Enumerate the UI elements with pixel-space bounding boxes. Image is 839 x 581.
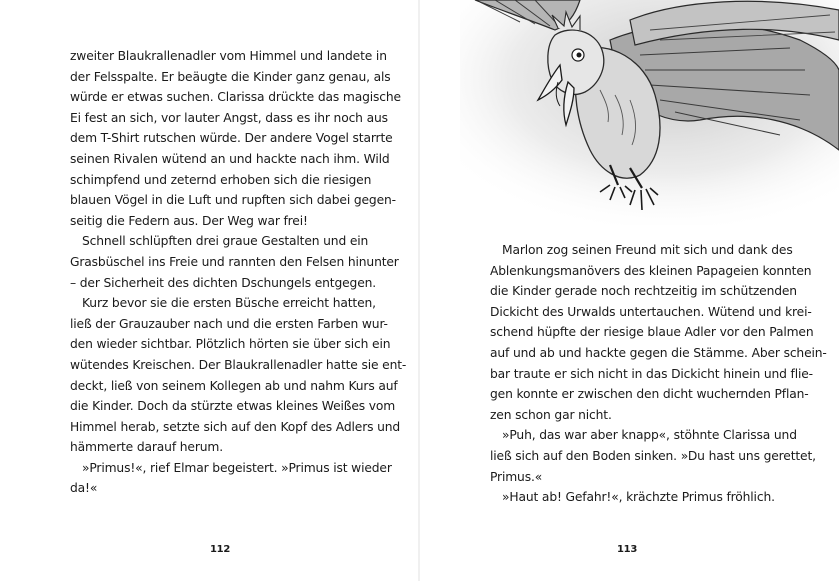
text-line: deckt, ließ von seinem Kollegen ab und nahm Kurs auf xyxy=(70,378,398,393)
text-line: schimpfend und zeternd erhoben sich die riesigen xyxy=(70,172,372,187)
page-number-right: 113 xyxy=(617,544,637,555)
text-line: schend hüpfte der riesige blaue Adler vor den Palmen xyxy=(490,325,814,340)
eagle-illustration xyxy=(460,0,839,225)
page-number-left: 112 xyxy=(210,544,230,555)
text-line: die Kinder. Doch da stürzte etwas kleines Weißes vom xyxy=(70,399,396,414)
left-page xyxy=(0,0,419,581)
text-line: dem T-Shirt rutschen würde. Der andere Vogel starrte xyxy=(70,131,393,146)
text-line: da!« xyxy=(70,481,98,496)
text-line: würde er etwas suchen. Clarissa drückte das magische xyxy=(70,90,401,105)
text-line: zen schon gar nicht. xyxy=(490,407,612,422)
right-page-text xyxy=(490,240,827,508)
text-line: »Haut ab! Gefahr!«, krächzte Primus fröhlich. xyxy=(502,490,775,505)
text-line: Marlon zog seinen Freund mit sich und dank des xyxy=(502,243,793,257)
text-line: Grasbüschel ins Freie und rannten den Felsen hinunter xyxy=(70,254,399,269)
text-line: blauen Vögel in die Luft und rupften sich dabei gegen- xyxy=(70,193,396,208)
text-line: wütendes Kreischen. Der Blaukrallenadler hatte sie ent- xyxy=(70,357,407,372)
text-line: ließ sich auf den Boden sinken. »Du hast uns gerettet, xyxy=(490,448,816,463)
text-line: die Kinder gerade noch rechtzeitig im schützenden xyxy=(490,284,797,299)
text-line: hämmerte darauf herum. xyxy=(70,440,223,455)
right-page xyxy=(420,0,839,581)
text-line: seinen Rivalen wütend an und hackte nach ihm. Wild xyxy=(70,151,390,166)
text-line: Himmel herab, setzte sich auf den Kopf des Adlers und xyxy=(70,419,401,434)
text-line: Ei fest an sich, vor lauter Angst, dass es ihr noch aus xyxy=(70,110,388,125)
text-line: auf und ab und hackte gegen die Stämme. Aber schein- xyxy=(490,345,827,360)
text-line: Schnell schlüpften drei graue Gestalten und ein xyxy=(82,234,369,249)
text-line: Ablenkungsmanövers des kleinen Papageien konnten xyxy=(490,263,812,278)
text-line: ließ der Grauzauber nach und die ersten Farben wur- xyxy=(70,316,388,331)
text-line: gen konnte er zwischen den dicht wuchernden Pflan- xyxy=(490,387,809,402)
left-page-text xyxy=(70,46,407,499)
text-line: »Puh, das war aber knapp«, stöhnte Clarissa und xyxy=(502,428,797,443)
text-line: seitig die Federn aus. Der Weg war frei! xyxy=(70,213,308,228)
text-line: der Felsspalte. Er beäugte die Kinder ganz genau, als xyxy=(70,69,391,84)
text-line: Kurz bevor sie die ersten Büsche erreicht hatten, xyxy=(82,296,376,311)
text-line: – der Sicherheit des dichten Dschungels entgegen. xyxy=(70,275,377,290)
text-line: den wieder sichtbar. Plötzlich hörten sie über sich ein xyxy=(70,337,391,352)
text-line: bar traute er sich nicht in das Dickicht hinein und flie- xyxy=(490,366,813,381)
text-line: Dickicht des Urwalds untertauchen. Wütend und krei- xyxy=(490,304,812,319)
text-line: »Primus!«, rief Elmar begeistert. »Primus ist wieder xyxy=(82,460,392,475)
text-line: Primus.« xyxy=(490,469,543,484)
text-line: zweiter Blaukrallenadler vom Himmel und landete in xyxy=(70,49,387,63)
